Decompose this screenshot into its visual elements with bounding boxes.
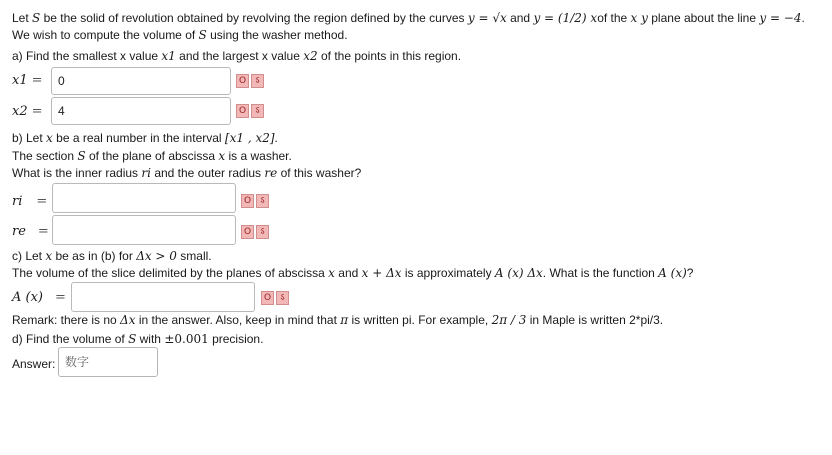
remark: Remark: there is no Δx in the answer. Also, keep in mind that π is written pi. For example, 2π / 3 in Maple is written 2*pi/3.	[12, 313, 664, 327]
part-c-line-2: The volume of the slice delimited by the planes of abscissa x and x + Δx is approximately A (x) Δx. What is the function A (x)?	[12, 266, 694, 280]
part-c-line-1: c) Let x be as in (b) for Δx > 0 small.	[12, 249, 212, 263]
answer-label: Answer:	[12, 357, 56, 371]
preview-icon[interactable]: O	[236, 74, 249, 88]
intro-line-1: Let S be the solid of revolution obtained by revolving the region defined by the curves y = √x and y = (1/2) xof the x y plane about the line y = −4.	[12, 11, 805, 25]
part-a-prompt: a) Find the smallest x value x1 and the largest x value x2 of the points in this region.	[12, 49, 462, 63]
x2-input[interactable]: 4	[51, 97, 231, 125]
maple-icon[interactable]: ऽ	[251, 74, 264, 88]
part-b-line-3: What is the inner radius ri and the outer radius re of this washer?	[12, 166, 362, 180]
ri-input[interactable]	[52, 183, 236, 213]
preview-icon[interactable]: O	[241, 225, 254, 239]
re-input[interactable]	[52, 215, 236, 245]
part-d-prompt: d) Find the volume of S with ±0.001 precision.	[12, 332, 264, 346]
part-b-line-2: The section S of the plane of abscissa x is a washer.	[12, 149, 292, 163]
preview-icon[interactable]: O	[236, 104, 249, 118]
maple-icon[interactable]: ऽ	[276, 291, 289, 305]
preview-icon[interactable]: O	[241, 194, 254, 208]
intro-line-2: We wish to compute the volume of S using the washer method.	[12, 28, 348, 42]
maple-icon[interactable]: ऽ	[251, 104, 264, 118]
maple-icon[interactable]: ऽ	[256, 194, 269, 208]
preview-icon[interactable]: O	[261, 291, 274, 305]
x2-label: x2 =	[12, 104, 43, 119]
maple-icon[interactable]: ऽ	[256, 225, 269, 239]
x1-label: x1 =	[12, 73, 43, 88]
ri-label: ri =	[12, 194, 48, 209]
x1-input[interactable]: 0	[51, 67, 231, 95]
answer-input[interactable]: 数字	[58, 347, 158, 377]
A-input[interactable]	[71, 282, 255, 312]
part-b-line-1: b) Let x be a real number in the interval [x1 , x2].	[12, 131, 278, 145]
Ax-label: A (x) =	[12, 290, 66, 305]
re-label: re =	[12, 224, 49, 239]
